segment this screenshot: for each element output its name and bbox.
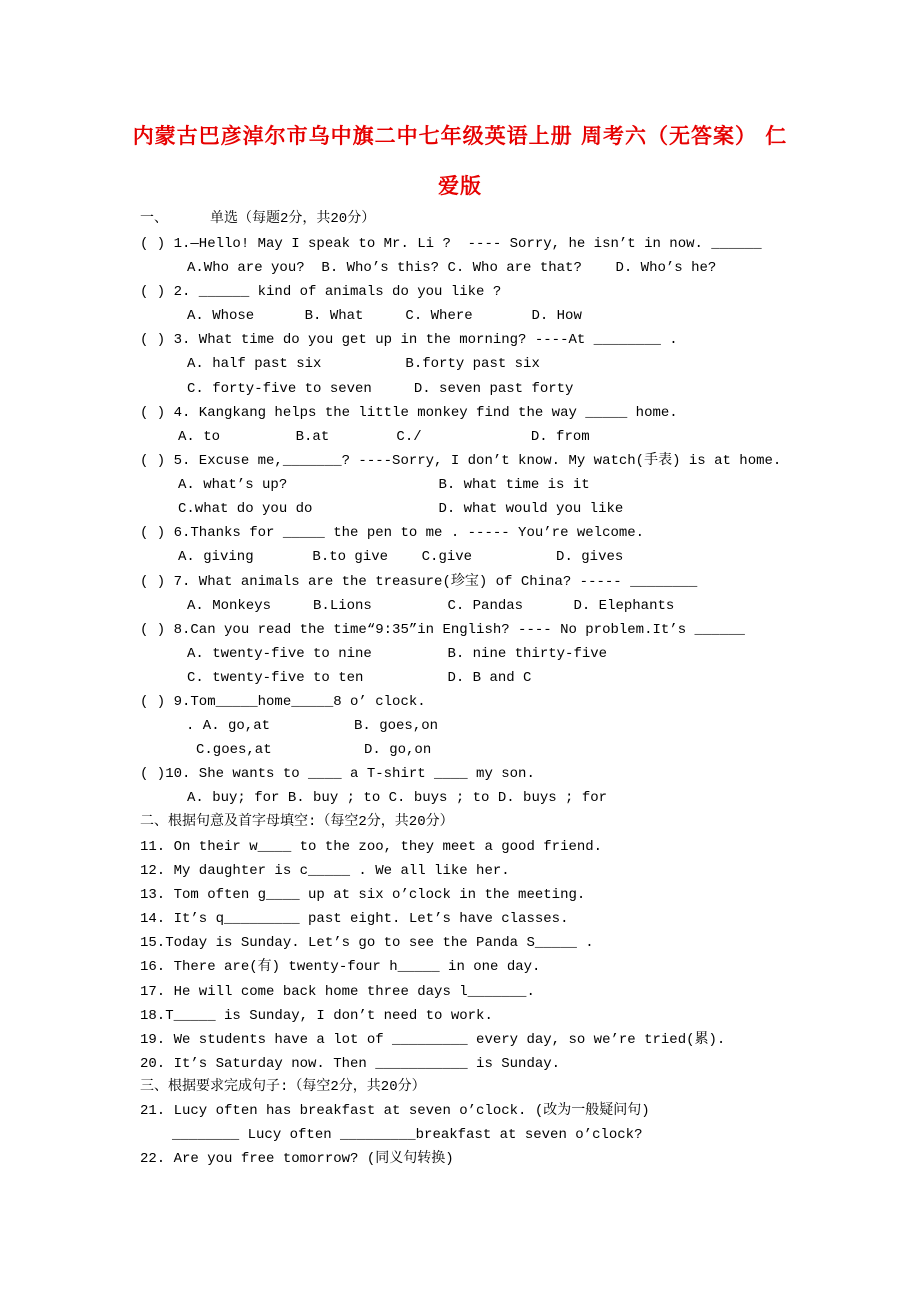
question-line: 18.T_____ is Sunday, I don’t need to work. (140, 1008, 493, 1024)
question-line: ( ) 9.Tom_____home_____8 o’ clock. (140, 694, 426, 710)
question-line: 11. On their w____ to the zoo, they meet a good friend. (140, 839, 603, 855)
question-line: ( ) 1.—Hello! May I speak to Mr. Li ? ---- Sorry, he isn’t in now. ______ (140, 236, 762, 252)
section-heading: 二、根据句意及首字母填空:（每空2分，共20分） (140, 814, 454, 830)
question-line: ( ) 7. What animals are the treasure(珍宝) of China? ----- ________ (140, 574, 698, 590)
question-line: ( ) 3. What time do you get up in the morning? ----At ________ . (140, 332, 678, 348)
section-heading: 三、根据要求完成句子:（每空2分，共20分） (140, 1079, 426, 1095)
question-line: ( )10. She wants to ____ a T-shirt ____ my son. (140, 766, 535, 782)
question-line: ( ) 6.Thanks for _____ the pen to me . ----- You’re welcome. (140, 525, 645, 541)
question-line: 19. We students have a lot of _________ every day, so we’re tried(累). (140, 1032, 726, 1048)
answer-options-line: C. forty-five to seven D. seven past forty (187, 381, 574, 397)
answer-options-line: A. buy; for B. buy ; to C. buys ; to D. buys ; for (187, 790, 608, 806)
question-line: ( ) 4. Kangkang helps the little monkey find the way _____ home. (140, 405, 678, 421)
question-line: 22. Are you free tomorrow? (同义句转换) (140, 1151, 454, 1167)
question-line: 14. It’s q_________ past eight. Let’s have classes. (140, 911, 569, 927)
question-line: ( ) 5. Excuse me,_______? ----Sorry, I don’t know. My watch(手表) is at home. (140, 453, 782, 469)
document-title-line2: 爱版 (438, 174, 482, 198)
answer-options-line: A. Monkeys B.Lions C. Pandas D. Elephants (187, 598, 675, 614)
question-line: 13. Tom often g____ up at six o’clock in the meeting. (140, 887, 586, 903)
question-line: ( ) 2. ______ kind of animals do you like ? (140, 284, 502, 300)
question-line: 17. He will come back home three days l_______. (140, 984, 535, 1000)
question-line: 15.Today is Sunday. Let’s go to see the Panda S_____ . (140, 935, 594, 951)
answer-options-line: C.what do you do D. what would you like (178, 501, 624, 517)
document-title-line1: 内蒙古巴彦淖尔市乌中旗二中七年级英语上册 周考六（无答案） 仁 (132, 124, 788, 148)
answer-options-line: ________ Lucy often _________breakfast at seven o’clock? (172, 1127, 643, 1143)
answer-options-line: A. twenty-five to nine B. nine thirty-five (187, 646, 608, 662)
answer-options-line: . A. go,at B. goes,on (186, 718, 439, 734)
answer-options-line: A. to B.at C./ D. from (178, 429, 590, 445)
question-line: 16. There are(有) twenty-four h_____ in one day. (140, 959, 541, 975)
answer-options-line: C. twenty-five to ten D. B and C (187, 670, 532, 686)
question-line: 20. It’s Saturday now. Then ___________ is Sunday. (140, 1056, 561, 1072)
section-heading: 一、 单选（每题2分，共20分） (140, 211, 376, 227)
question-line: 21. Lucy often has breakfast at seven o’clock. (改为一般疑问句) (140, 1103, 650, 1119)
answer-options-line: A. Whose B. What C. Where D. How (187, 308, 582, 324)
answer-options-line: A.Who are you? B. Who’s this? C. Who are that? D. Who’s he? (187, 260, 717, 276)
answer-options-line: A. giving B.to give C.give D. gives (178, 549, 624, 565)
answer-options-line: A. what’s up? B. what time is it (178, 477, 590, 493)
question-line: 12. My daughter is c_____ . We all like her. (140, 863, 510, 879)
answer-options-line: C.goes,at D. go,on (196, 742, 432, 758)
question-line: ( ) 8.Can you read the time“9:35”in English? ---- No problem.It’s ______ (140, 622, 745, 638)
answer-options-line: A. half past six B.forty past six (187, 356, 540, 372)
